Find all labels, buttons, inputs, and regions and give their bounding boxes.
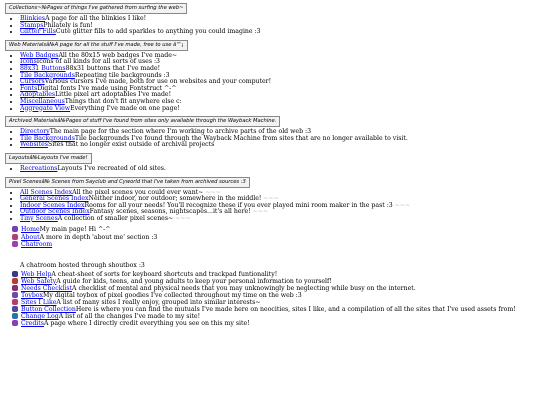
link-stamps[interactable]: Stamps (20, 21, 44, 29)
link-description: All the 80x15 web badges I've made~ (58, 51, 178, 59)
link-description: The main page for the section where I'm working to archive parts of the old web :3 (49, 128, 312, 136)
link-home[interactable]: Home (20, 226, 40, 234)
section-label-pixel-scenes: Pixel Scenesâ№ Scenes from Sayclub and Cyworld that I've taken from archived sources :3 (5, 177, 250, 188)
link-directory[interactable]: Directory (20, 128, 50, 136)
link-description: Here is where you can find the mutuals I've made here on neocities, sites I like, and a compilation of all the sites that I've used assets from! (75, 306, 516, 314)
link-chatroom[interactable]: Chatroom (20, 240, 53, 248)
sparkle-decoration: ~~~ (203, 188, 221, 196)
link-description: A page for all the blinkies I like! (45, 15, 147, 22)
link-description: A more in depth 'about me' section :3 (39, 233, 158, 241)
bottom-nav-list (4, 271, 536, 328)
checklist-icon (12, 285, 18, 291)
link-all-scenes-index[interactable]: All Scenes Index (20, 188, 73, 196)
credits-icon (12, 320, 18, 326)
link-adoptables[interactable]: Adoptables (20, 91, 56, 99)
layouts-list (4, 166, 536, 173)
link-description: A cheat-sheet of sorts for keyboard shortcuts and trackpad funtionality! (51, 270, 278, 278)
button-icon (12, 306, 18, 312)
list-item (12, 320, 536, 327)
link-description: Cute glitter fills to add sparkles to anything you could imagine :3 (55, 28, 261, 36)
link-description: Icons of all kinds for all sorts of uses :3 (36, 58, 160, 66)
link-description: Philately is fun! (43, 21, 93, 29)
link-button-collection[interactable]: Button Collection (20, 306, 76, 314)
house-icon (12, 226, 18, 232)
link-88x31-buttons[interactable]: 88x31 Buttons (20, 64, 66, 72)
chat-icon (12, 241, 18, 247)
sparkle-decoration: ~~~ (250, 208, 269, 216)
list-item (20, 29, 536, 36)
list-item (12, 313, 536, 320)
warning-icon (12, 278, 18, 284)
list-item (12, 226, 536, 233)
link-tile-backgrounds[interactable]: Tile Backgrounds (20, 71, 75, 79)
list-item (12, 234, 536, 241)
link-outdoor-scenes-index[interactable]: Outdoor Scenes Index (20, 208, 90, 216)
list-item (20, 106, 536, 113)
link-description: Everything I've made on one page! (70, 104, 180, 112)
collections-list (4, 16, 536, 36)
list-item (12, 292, 536, 299)
keyboard-icon (12, 271, 18, 277)
link-credits[interactable]: Credits (20, 320, 44, 328)
list-item (12, 285, 536, 292)
link-needs-checklist[interactable]: Needs Checklist (20, 284, 73, 292)
link-miscellaneous[interactable]: Miscellaneous (20, 97, 65, 105)
sparkle-decoration: ~~~ (392, 201, 411, 209)
link-description: A list of all the changes I've made to my site! (58, 313, 201, 321)
link-glitter-fills[interactable]: Glitter Fills (20, 28, 56, 36)
list-item (12, 241, 536, 248)
link-description: My digital toybox of pixel goodies I've collected throughout my time on the web :3 (43, 292, 302, 300)
section-label-collections: Collections~№Pages of things I've gathered from surfing the web~ (5, 3, 187, 14)
list-item (12, 306, 536, 313)
section-label-archived: Archived Materialsâ№Pages of stuff I've found from sites only available through the Wayback Machine. (5, 116, 280, 127)
list-item (20, 16, 536, 23)
link-tiny-scenes[interactable]: Tiny Scenes (20, 214, 58, 222)
link-web-safety[interactable]: Web Safety (20, 277, 57, 285)
link-websites[interactable]: Websites (20, 141, 48, 149)
list-item (12, 299, 536, 306)
web-materials-list (4, 53, 536, 112)
link-description: A list of many sites I really enjoy, grouped into similar interests~ (56, 299, 261, 307)
link-fonts[interactable]: Fonts (20, 84, 38, 92)
link-indoor-scenes-index[interactable]: Indoor Scenes Index (20, 201, 85, 209)
top-nav-list (4, 226, 536, 247)
chatroom-note: A chatroom hosted through shoutbox :3 (20, 261, 145, 269)
archived-list (4, 129, 536, 149)
link-recreations[interactable]: Recreations (20, 164, 58, 172)
changelog-icon (12, 313, 18, 319)
section-label-layouts: Layoutsâ№Layouts I've made! (5, 153, 92, 164)
link-description: Things that don't fit anywhere else c: (64, 97, 182, 105)
page-body (4, 3, 536, 328)
link-web-badges[interactable]: Web Badges (20, 51, 59, 59)
list-item (12, 278, 536, 285)
link-web-help[interactable]: Web Help (20, 270, 52, 278)
link-description: Various cursors I've made, both for use on websites and your computer! (44, 78, 272, 86)
link-toybox[interactable]: Toybox (20, 292, 44, 300)
link-blinkies[interactable]: Blinkies (20, 15, 46, 22)
link-description: All the pixel scenes you could ever want~ (72, 188, 204, 196)
link-aggregate-view[interactable]: Aggregate View (20, 104, 71, 112)
link-description: Neither indoor, nor outdoor; somewhere in the middle! (88, 195, 262, 203)
link-cursors[interactable]: Cursors (20, 78, 45, 86)
list-item (20, 166, 536, 173)
sparkle-decoration: ~~~ (261, 195, 279, 203)
heart-icon (12, 299, 18, 305)
link-description: 88x31 buttons that I've made! (65, 64, 161, 72)
link-description: A guide for kids, teens, and young adults to keep your personal information to yourself! (56, 277, 332, 285)
toybox-icon (12, 292, 18, 298)
link-general-scenes-index[interactable]: General Scenes Index (20, 195, 89, 203)
pixel-scenes-list (4, 190, 536, 223)
link-icons[interactable]: Icons (20, 58, 37, 66)
link-description: My main page! Hi ^-^ (39, 226, 111, 234)
section-label-web-materials: Web Materialsâ№A page for all the stuff I've made, free to use â™¡ (5, 40, 188, 51)
link-tile-backgrounds[interactable]: Tile Backgrounds (20, 134, 75, 142)
list-item (20, 142, 536, 149)
link-description: Sites that no longer exist outside of archival projects (47, 141, 215, 149)
link-description: A collection of smaller pixel scenes~ (57, 214, 174, 222)
link-description: Little pixel art adoptables I've made! (55, 91, 172, 99)
list-item (12, 271, 536, 278)
link-sites-i-like[interactable]: Sites I Like (20, 299, 57, 307)
link-description: Tile backgrounds I've found through the Wayback Machine from sites that are no longer available to visit. (74, 134, 408, 142)
link-about[interactable]: About (20, 233, 40, 241)
link-description: A checklist of mental and physical needs that you may unknowingly be neglecting while busy on the internet. (72, 284, 416, 292)
sparkle-decoration: ~~~ (173, 214, 191, 222)
link-change-log[interactable]: Change Log (20, 313, 59, 321)
person-icon (12, 234, 18, 240)
list-item (20, 216, 536, 223)
link-description: Rooms for all your needs! You'll recognize these if you ever played mini room maker in the past :3 (84, 201, 393, 209)
link-description: Repeating tile backgrounds :3 (74, 71, 170, 79)
link-description: Layouts I've recreated of old sites. (57, 164, 166, 172)
link-description: Fantasy scenes, seasons, nightscapes...it's all here! (89, 208, 251, 216)
link-description: A page where I directly credit everything you see on this my site! (43, 320, 250, 328)
link-description: Digital fonts I've made using Fontstruct ^-^ (37, 84, 177, 92)
